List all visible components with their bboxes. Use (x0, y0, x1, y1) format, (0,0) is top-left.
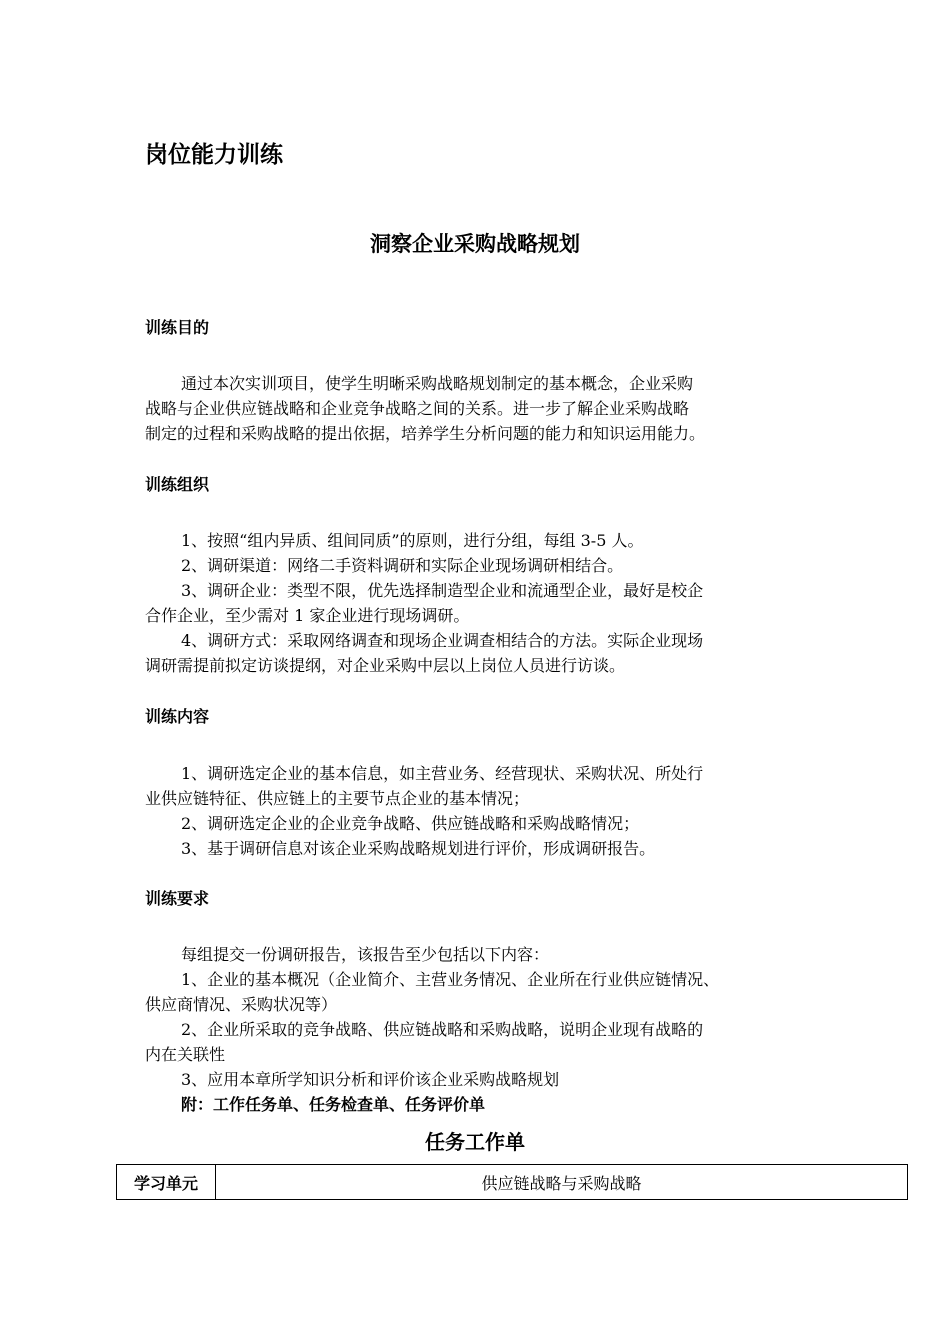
purpose-paragraph (145, 371, 820, 446)
section-heading-purpose: 训练目的 (145, 318, 210, 337)
paragraph-line: 供应商情况、采购状况等） (145, 995, 338, 1014)
paragraph-line: 制定的过程和采购战略的提出依据，培养学生分析问题的能力和知识运用能力。 (145, 424, 706, 443)
attachment-note: 附：工作任务单、任务检查单、任务评价单 (181, 1095, 486, 1114)
paragraph-line: 3、基于调研信息对该企业采购战略规划进行评价，形成调研报告。 (181, 839, 656, 858)
paragraph-line: 1、调研选定企业的基本信息，如主营业务、经营现状、采购状况、所处行 (181, 764, 704, 783)
task-sheet-table (116, 1164, 908, 1200)
paragraph-line: 2、企业所采取的竞争战略、供应链战略和采购战略，说明企业现有战略的 (181, 1020, 704, 1039)
paragraph-line: 3、调研企业：类型不限，优先选择制造型企业和流通型企业，最好是校企 (181, 581, 704, 600)
paragraph-line: 合作企业，至少需对 1 家企业进行现场调研。 (145, 606, 470, 625)
paragraph-line: 业供应链特征、供应链上的主要节点企业的基本情况； (145, 789, 530, 808)
paragraph-line: 3、应用本章所学知识分析和评价该企业采购战略规划 (181, 1070, 560, 1089)
requirements-paragraph (145, 942, 825, 1117)
organization-paragraph (145, 528, 820, 678)
learning-unit-label: 学习单元 (117, 1165, 216, 1200)
document-title: 洞察企业采购战略规划 (370, 231, 580, 256)
paragraph-line: 2、调研选定企业的企业竞争战略、供应链战略和采购战略情况； (181, 814, 640, 833)
paragraph-line: 2、调研渠道：网络二手资料调研和实际企业现场调研相结合。 (181, 556, 624, 575)
paragraph-line: 每组提交一份调研报告，该报告至少包括以下内容： (181, 945, 550, 964)
learning-unit-value: 供应链战略与采购战略 (216, 1165, 908, 1200)
content-paragraph (145, 761, 820, 861)
table-row (117, 1165, 908, 1200)
paragraph-line: 战略与企业供应链战略和企业竞争战略之间的关系。进一步了解企业采购战略 (145, 399, 690, 418)
paragraph-line: 1、企业的基本概况（企业简介、主营业务情况、企业所在行业供应链情况、 (181, 970, 720, 989)
paragraph-line: 调研需提前拟定访谈提纲，对企业采购中层以上岗位人员进行访谈。 (145, 656, 626, 675)
paragraph-line: 内在关联性 (145, 1045, 226, 1064)
page-heading: 岗位能力训练 (145, 142, 283, 168)
paragraph-line: 通过本次实训项目，使学生明晰采购战略规划制定的基本概念，企业采购 (181, 374, 694, 393)
section-heading-requirements: 训练要求 (145, 889, 210, 908)
section-heading-organization: 训练组织 (145, 475, 210, 494)
paragraph-line: 1、按照“组内异质、组间同质”的原则，进行分组，每组 3-5 人。 (181, 531, 644, 550)
paragraph-line: 4、调研方式：采取网络调查和现场企业调查相结合的方法。实际企业现场 (181, 631, 704, 650)
section-heading-content: 训练内容 (145, 707, 210, 726)
task-sheet-title: 任务工作单 (425, 1130, 525, 1154)
